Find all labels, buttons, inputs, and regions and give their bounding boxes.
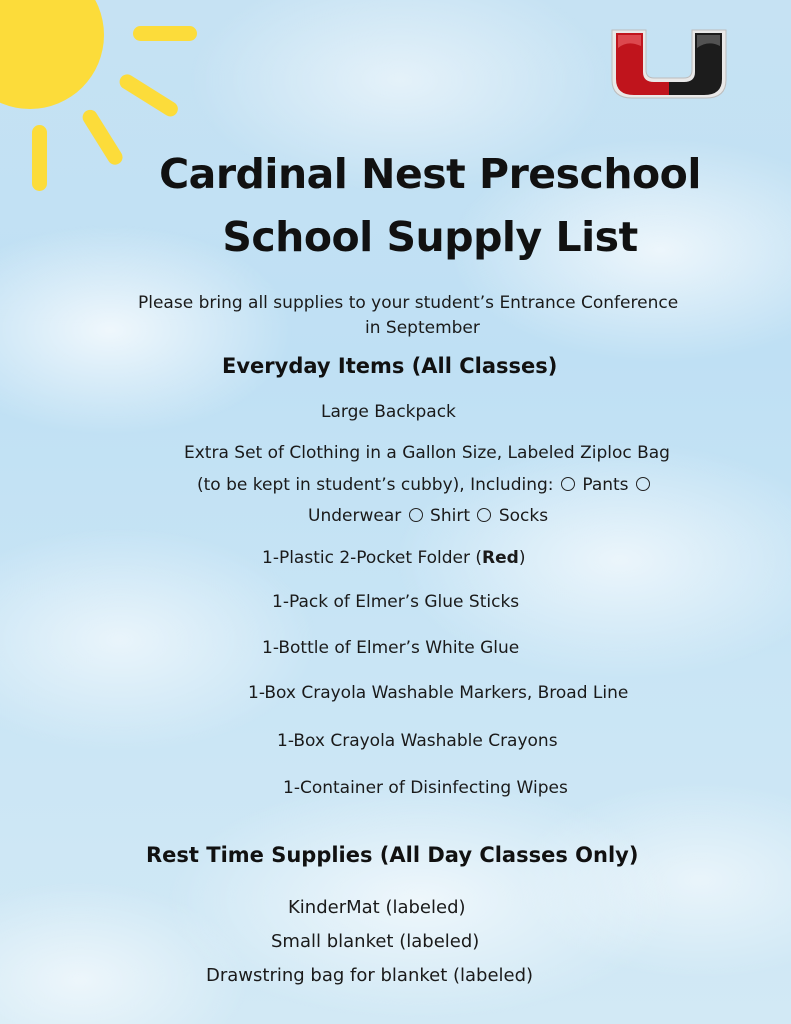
page-title-line-1: Cardinal Nest Preschool (159, 150, 701, 198)
list-item-white-glue: 1-Bottle of Elmer’s White Glue (262, 638, 520, 658)
option-underwear: Underwear (308, 506, 402, 526)
list-item-crayons: 1-Box Crayola Washable Crayons (277, 731, 558, 751)
list-item-blanket: Small blanket (labeled) (271, 931, 480, 952)
list-item-folder (262, 548, 525, 568)
rest-time-heading: Rest Time Supplies (All Day Classes Only) (146, 843, 639, 867)
checkbox-circle-icon (561, 477, 575, 491)
list-item-wipes: 1-Container of Disinfecting Wipes (283, 778, 568, 798)
intro-text-line-1: Please bring all supplies to your student’s Entrance Conference (138, 293, 679, 313)
list-item-backpack: Large Backpack (321, 402, 456, 422)
folder-suffix: ) (518, 548, 526, 568)
list-item-clothing-line-2 (197, 475, 652, 495)
option-socks: Socks (498, 506, 549, 526)
checkbox-circle-icon (636, 477, 650, 491)
list-item-drawstring-bag: Drawstring bag for blanket (labeled) (206, 965, 534, 986)
option-pants: Pants (582, 475, 629, 495)
clothing-description: (to be kept in student’s cubby), Including: (197, 475, 554, 495)
list-item-clothing-line-3 (308, 506, 548, 526)
checkbox-circle-icon (477, 508, 491, 522)
list-item-markers: 1-Box Crayola Washable Markers, Broad Line (248, 683, 629, 703)
everyday-items-heading: Everyday Items (All Classes) (222, 354, 558, 378)
option-shirt: Shirt (430, 506, 470, 526)
list-item-glue-sticks: 1-Pack of Elmer’s Glue Sticks (272, 592, 520, 612)
intro-text-line-2: in September (365, 318, 480, 338)
list-item-clothing-line-1: Extra Set of Clothing in a Gallon Size, Labeled Ziploc Bag (184, 443, 670, 463)
folder-prefix: 1-Plastic 2-Pocket Folder ( (262, 548, 483, 568)
checkbox-circle-icon (409, 508, 423, 522)
folder-color: Red (482, 548, 519, 568)
school-u-logo-icon (610, 26, 728, 100)
list-item-kindermat: KinderMat (labeled) (288, 897, 466, 918)
page-title-line-2: School Supply List (222, 213, 638, 261)
